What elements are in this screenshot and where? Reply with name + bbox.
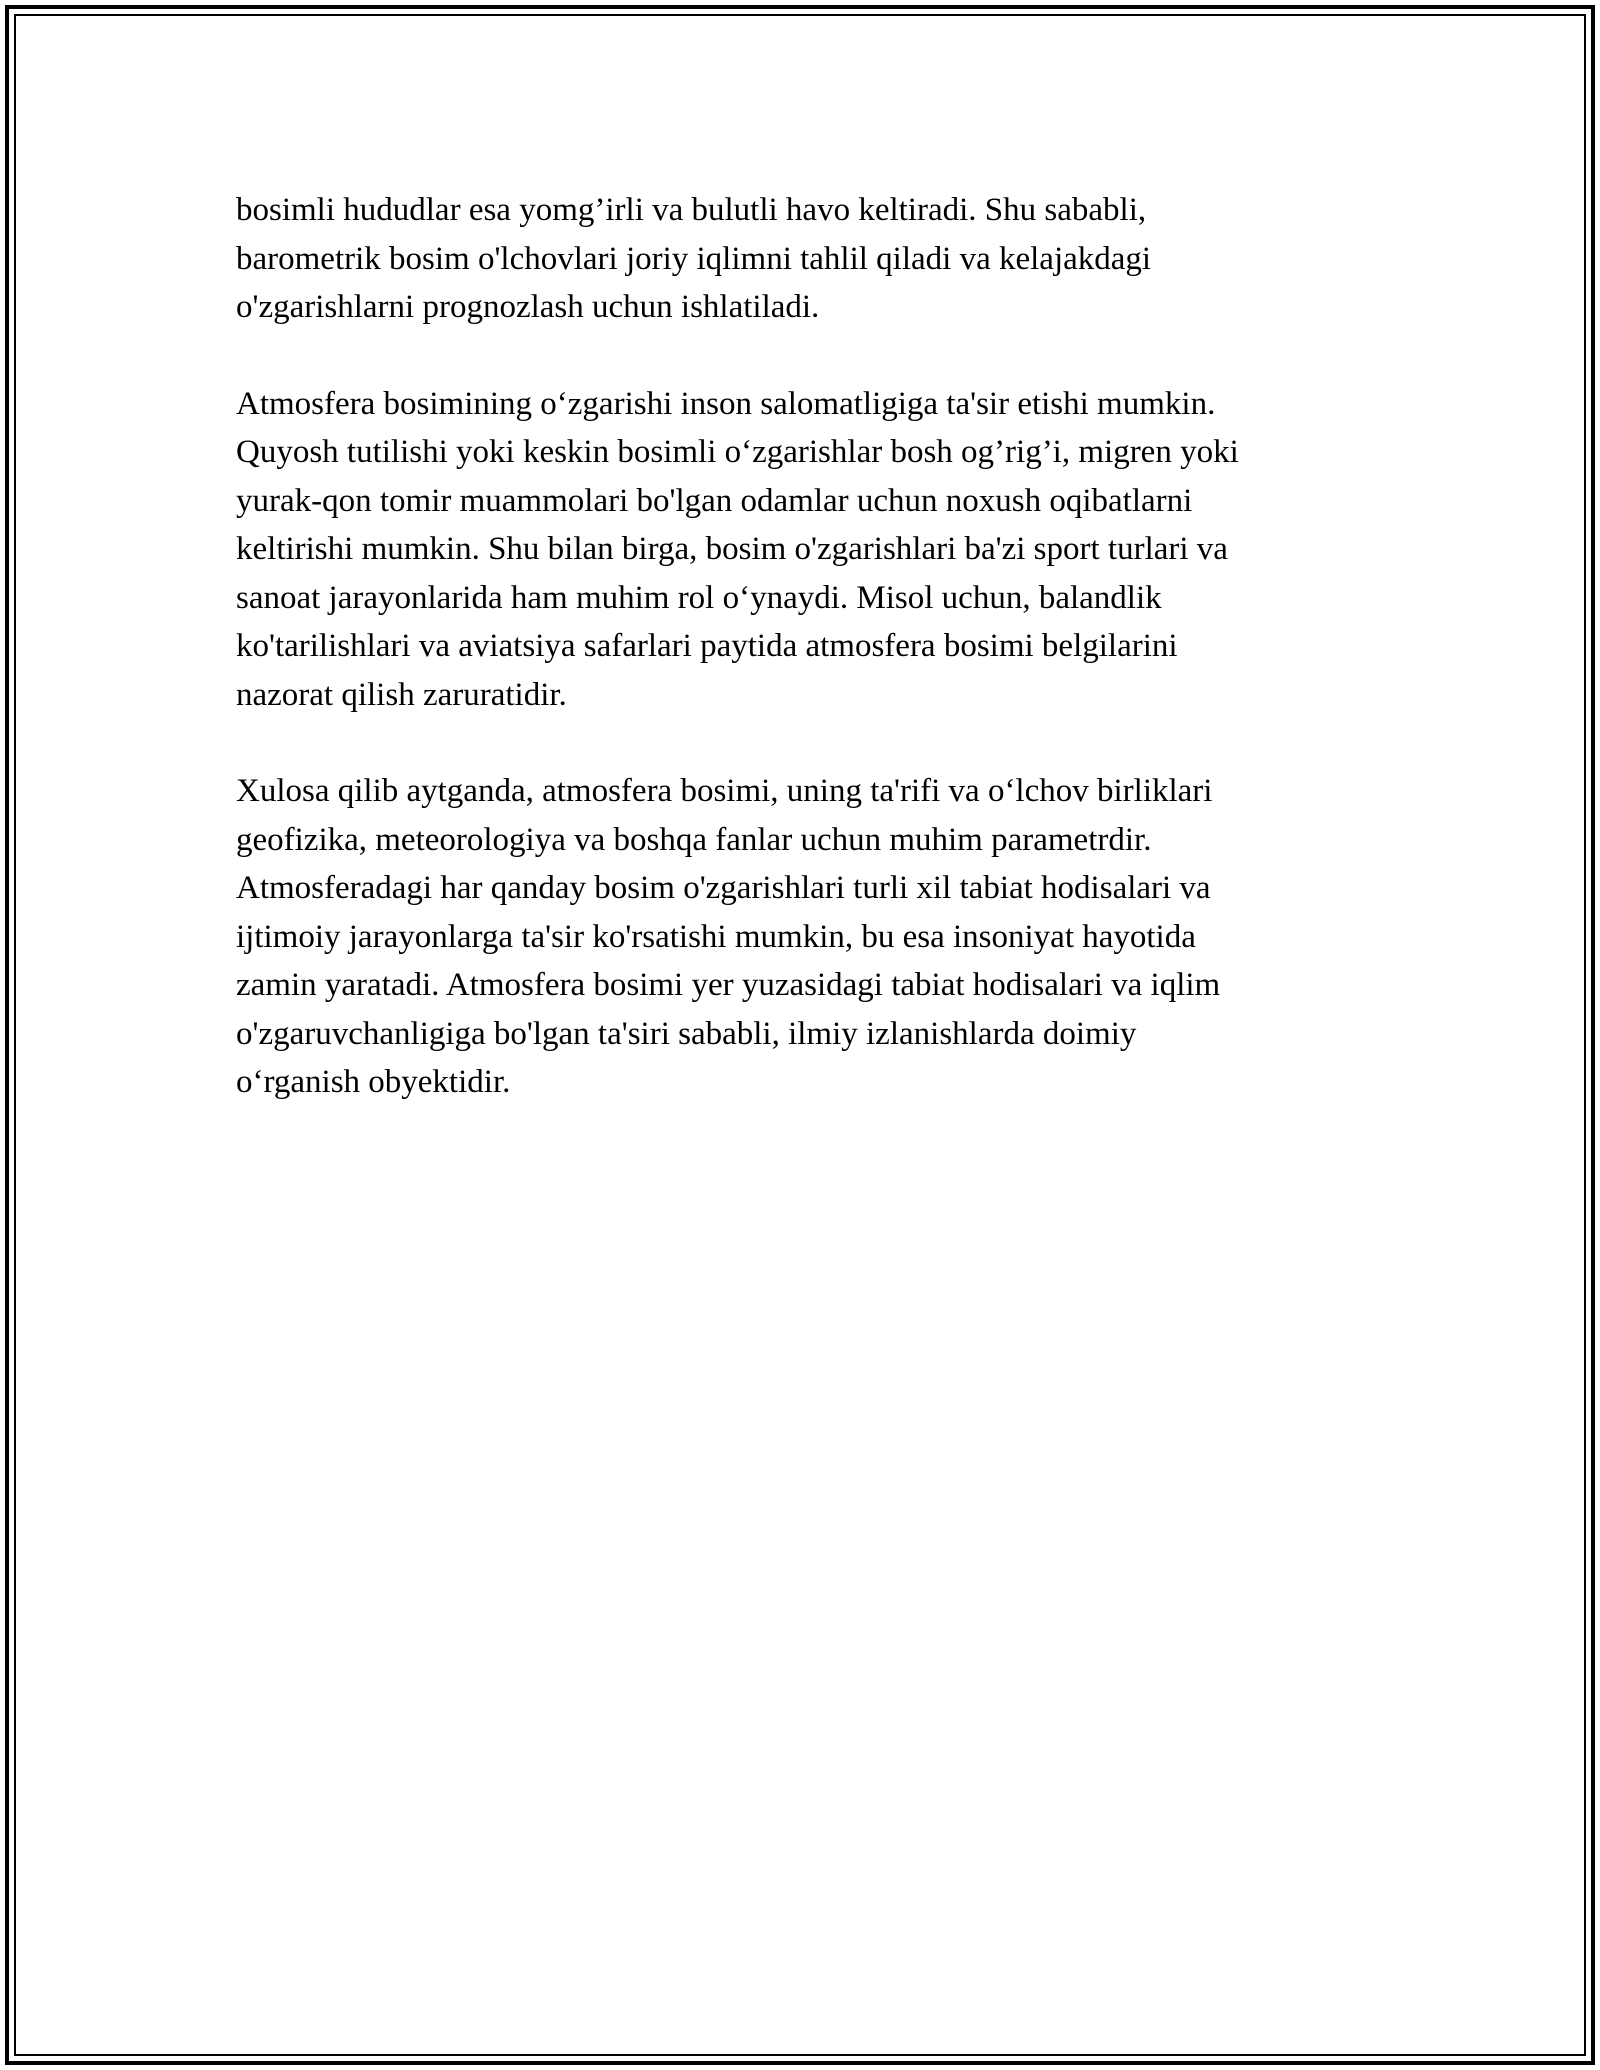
text-line: bosimli hududlar esa yomg’irli va bulutli havo keltiradi. Shu sababli, bbox=[236, 192, 1147, 228]
text-line: o'zgaruvchanligiga bo'lgan ta'siri sababli, ilmiy izlanishlarda doimiy bbox=[236, 1015, 1137, 1052]
paragraph-1 bbox=[236, 186, 1366, 332]
text-line: o‘rganish obyektidir. bbox=[236, 1064, 511, 1100]
text-line: Atmosferadagi har qanday bosim o'zgarishlari turli xil tabiat hodisalari va bbox=[236, 870, 1211, 906]
text-line: Xulosa qilib aytganda, atmosfera bosimi, uning ta'rifi va o‘lchov birliklari bbox=[236, 773, 1213, 809]
text-line: keltirishi mumkin. Shu bilan birga, bosim o'zgarishlari ba'zi sport turlari va bbox=[236, 531, 1228, 567]
paragraph-3 bbox=[236, 767, 1366, 1107]
text-line: sanoat jarayonlarida ham muhim rol o‘ynaydi. Misol uchun, balandlik bbox=[236, 579, 1162, 616]
text-line: o'zgarishlarni prognozlash uchun ishlatiladi. bbox=[236, 289, 820, 325]
document-body bbox=[236, 186, 1366, 1155]
text-line: ko'tarilishlari va aviatsiya safarlari paytida atmosfera bosimi belgilarini bbox=[236, 628, 1178, 664]
text-line: Quyosh tutilishi yoki keskin bosimli o‘zgarishlar bosh og’rig’i, migren yoki bbox=[236, 434, 1239, 470]
text-line: barometrik bosim o'lchovlari joriy iqlimni tahlil qiladi va kelajakdagi bbox=[236, 240, 1152, 277]
text-line: zamin yaratadi. Atmosfera bosimi yer yuzasidagi tabiat hodisalari va iqlim bbox=[236, 967, 1221, 1003]
text-line: geofizika, meteorologiya va boshqa fanlar uchun muhim parametrdir. bbox=[236, 821, 1152, 858]
text-line: nazorat qilish zaruratidir. bbox=[236, 676, 567, 713]
text-line: yurak-qon tomir muammolari bo'lgan odamlar uchun noxush oqibatlarni bbox=[236, 482, 1193, 519]
text-line: ijtimoiy jarayonlarga ta'sir ko'rsatishi mumkin, bu esa insoniyat hayotida bbox=[236, 918, 1196, 955]
paragraph-2 bbox=[236, 380, 1366, 720]
text-line: Atmosfera bosimining o‘zgarishi inson salomatligiga ta'sir etishi mumkin. bbox=[236, 385, 1216, 422]
